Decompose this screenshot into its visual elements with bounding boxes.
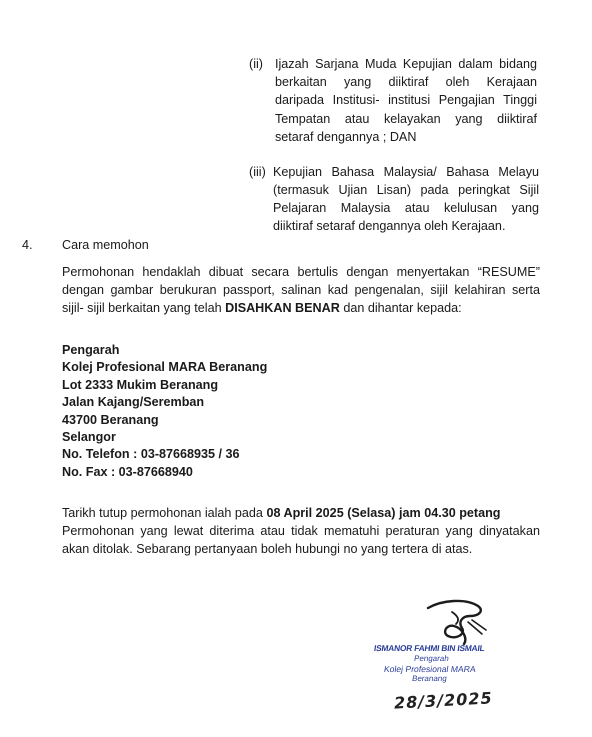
para-line-3-post: dan dihantar kepada: <box>339 301 462 315</box>
stamp-name: ISMANOR FAHMI BIN ISMAIL <box>373 643 486 653</box>
address-line: 43700 Beranang <box>62 412 159 427</box>
condition-ii-line-4: Tempatan atau kelayakan yang diiktiraf <box>275 112 537 126</box>
section-para-line-2: dengan gambar berukuran passport, salinan kad pengenalan, sijil kelahiran serta <box>62 283 540 297</box>
closing-line-1-pre: Tarikh tutup permohonan ialah pada <box>62 506 267 520</box>
para-line-3-pre: sijil- sijil berkaitan yang telah <box>62 301 226 315</box>
address-fax: No. Fax : 03-87668940 <box>62 464 193 479</box>
condition-ii-line-1: Ijazah Sarjana Muda Kepujian dalam bidang <box>275 57 537 71</box>
condition-iii-line-3: Pelajaran Malaysia atau kelulusan yang <box>273 201 539 215</box>
address-line: Kolej Profesional MARA Beranang <box>62 360 268 375</box>
closing-line-3: akan ditolak. Sebarang pertanyaan boleh hubungi no yang tertera di atas. <box>62 542 473 556</box>
signature-block <box>360 598 520 718</box>
address-line: Jalan Kajang/Seremban <box>62 395 205 410</box>
address-line: Pengarah <box>62 343 120 357</box>
condition-ii-line-2: berkaitan yang diiktiraf oleh Kerajaan <box>275 75 537 89</box>
address-block <box>62 342 267 481</box>
stamp-place: Beranang <box>411 674 448 683</box>
address-line: Selangor <box>62 430 116 445</box>
section-number: 4. <box>22 238 33 252</box>
condition-ii-line-5: setaraf dengannya ; DAN <box>275 130 417 144</box>
section-para-line-3 <box>62 299 462 317</box>
section-title: Cara memohon <box>62 238 149 252</box>
handwritten-date: 28/3/2025 <box>393 688 494 713</box>
disahkan-benar-text: DISAHKAN BENAR <box>225 301 340 315</box>
stamp-org: Kolej Profesional MARA <box>383 664 477 674</box>
condition-iii-line-1: Kepujian Bahasa Malaysia/ Bahasa Melayu <box>273 165 539 179</box>
condition-iii-line-2: (termasuk Ujian Lisan) pada peringkat Sijil <box>273 183 539 197</box>
stamp-title: Pengarah <box>413 654 450 663</box>
condition-iii-line-4: diiktiraf setaraf dengannya oleh Kerajaan. <box>273 219 506 233</box>
condition-ii-label: (ii) <box>249 57 263 71</box>
closing-line-1 <box>62 504 501 522</box>
closing-line-2: Permohonan yang lewat diterima atau tidak mematuhi peraturan yang dinyatakan <box>62 524 540 538</box>
address-phone: No. Telefon : 03-87668935 / 36 <box>62 447 240 462</box>
section-para-line-1: Permohonan hendaklah dibuat secara bertulis dengan menyertakan “RESUME” <box>62 265 540 279</box>
condition-ii-line-3: daripada Institusi- institusi Pengajian Tinggi <box>275 93 537 107</box>
closing-date-bold: 08 April 2025 (Selasa) jam 04.30 petang <box>266 506 501 520</box>
address-line: Lot 2333 Mukim Beranang <box>62 377 219 392</box>
condition-iii-label: (iii) <box>249 165 266 179</box>
